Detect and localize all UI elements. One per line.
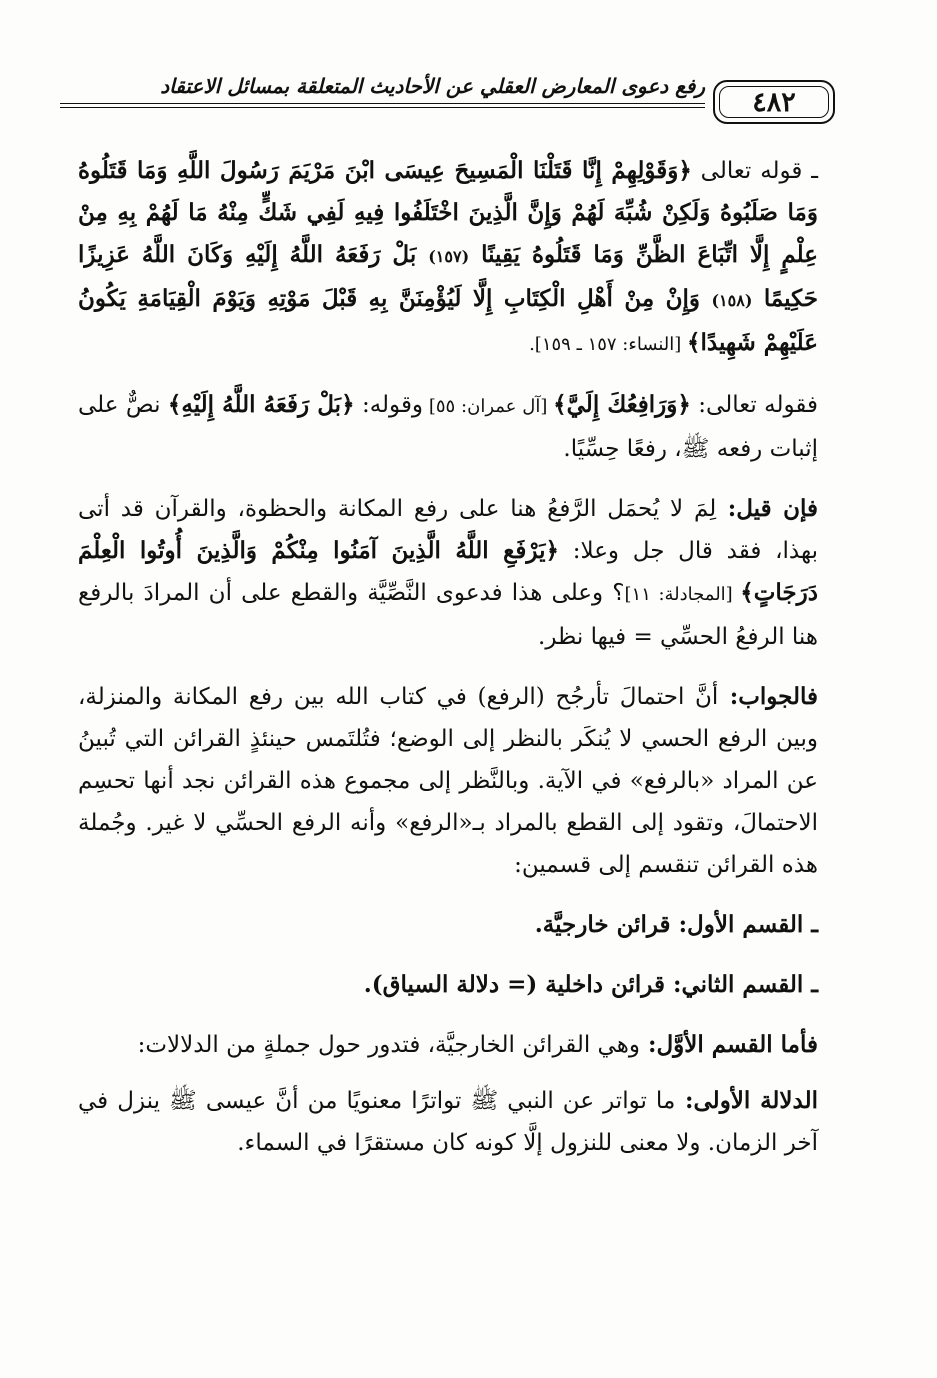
quran-verse: بَلْ رَفَعَهُ اللَّهُ إِلَيْهِ وَكَانَ اللَّهُ عَزِيزًا حَكِيمًا: [78, 241, 818, 312]
body-text: [78, 150, 818, 1182]
conclusion-text: نصٌّ على إثبات رفعه ﷺ، رفعًا حِسِّيًا.: [78, 392, 818, 462]
paragraph-answer: [78, 676, 818, 886]
quran-verse: وَإِنْ مِنْ أَهْلِ الْكِتَابِ إِلَّا لَيُؤْمِنَنَّ بِهِ قَبْلَ مَوْتِهِ وَيَوْمَ الْقِيَامَةِ يَكُونُ عَلَيْهِمْ شَهِيدًا: [78, 285, 818, 356]
paragraph-first-indication: [78, 1080, 818, 1164]
page-header: [60, 70, 835, 130]
quran-open-bracket: ﴿: [341, 391, 355, 418]
quran-verse: بَلْ رَفَعَهُ اللَّهُ إِلَيْهِ: [181, 391, 342, 418]
objection-lead: فإن قيل:: [716, 495, 818, 522]
connector-text: وقوله:: [354, 392, 424, 418]
header-rule: [60, 103, 705, 104]
page-number-frame: [713, 80, 835, 124]
paragraph-first-section: [78, 1024, 818, 1066]
quran-verse: وَرَافِعُكَ إِلَيَّ: [566, 391, 678, 418]
section-heading-second: ـ القسم الثاني: قرائن داخلية (= دلالة السياق).: [363, 971, 818, 998]
verse-reference: [المجادلة: ١١]: [624, 584, 741, 605]
page-number: ٤٨٢: [752, 86, 796, 118]
verse-reference: [النساء: ١٥٧ ـ ١٥٩].: [529, 334, 688, 355]
quran-close-bracket: ﴾: [687, 329, 701, 356]
first-indication-lead: الدلالة الأولى:: [675, 1087, 818, 1114]
first-section-lead: فأما القسم الأوَّل:: [639, 1031, 818, 1058]
quran-verse: وَقَوْلِهِمْ إِنَّا قَتَلْنَا الْمَسِيحَ عِيسَى ابْنَ مَرْيَمَ رَسُولَ اللَّهِ وَمَا قَتَلُوهُ وَمَا صَلَبُوهُ وَلَكِنْ شُبِّهَ لَهُمْ وَإِنَّ الَّذِينَ اخْتَلَفُوا فِيهِ لَفِي شَكٍّ مِنْهُ مَا لَهُمْ بِهِ مِنْ عِلْمٍ إِلَّا اتِّبَاعَ الظَّنِّ وَمَا قَتَلُوهُ يَقِينًا: [78, 157, 819, 268]
objection-text: لِمَ لا يُحمَل الرَّفعُ هنا على رفع المكانة والحظوة، والقرآن قد أتى بهذا، فقد قال جل وعلا:: [78, 496, 818, 564]
header-rule: [60, 107, 705, 108]
intro-text: فقوله تعالى:: [690, 392, 818, 418]
first-section-text: وهي القرائن الخارجيَّة، فتدور حول جملةٍ من الدلالات:: [137, 1032, 640, 1058]
quran-verse: يَرْفَعِ اللَّهُ الَّذِينَ آمَنُوا مِنْكُمْ وَالَّذِينَ أُوتُوا الْعِلْمَ دَرَجَاتٍ: [78, 537, 818, 606]
ayah-number-marker: (١٥٧): [428, 247, 470, 266]
objection-text: ؟ وعلى هذا فدعوى النَّصِّيَّة والقطع على أن المرادَ بالرفع هنا الرفعُ الحسِّي = فيها نظر.: [78, 580, 818, 650]
verse-reference: [آل عمران: ٥٥]: [423, 396, 554, 417]
quran-open-bracket: ﴿: [545, 537, 559, 564]
section-heading-first: ـ القسم الأول: قرائن خارجيَّة.: [534, 911, 818, 938]
intro-text: ـ قوله تعالى: [691, 158, 818, 184]
paragraph-explanation: [78, 384, 818, 470]
first-indication-text: ما تواتر عن النبي ﷺ تواترًا معنويًا من أنَّ عيسى ﷺ ينزل في آخر الزمان. ولا معنى للنزول إلَّا كونه كان مستقرًا في السماء.: [78, 1088, 818, 1156]
running-title: رفع دعوى المعارض العقلي عن الأحاديث المتعلقة بمسائل الاعتقاد: [160, 74, 705, 98]
paragraph-objection: [78, 488, 818, 658]
quran-open-bracket: ﴿: [678, 157, 692, 184]
answer-lead: فالجواب:: [718, 683, 819, 710]
ayah-number-marker: (١٥٨): [711, 291, 753, 310]
quran-close-bracket: ﴾: [553, 391, 567, 418]
quran-close-bracket: ﴾: [167, 391, 182, 418]
quran-open-bracket: ﴿: [677, 391, 691, 418]
paragraph-quran-quote: [78, 150, 818, 366]
quran-close-bracket: ﴾: [740, 579, 754, 606]
answer-text: أنَّ احتمالَ تأرجُح (الرفع) في كتاب الله بين رفع المكانة والمنزلة، وبين الرفع الحسي لا يُنكَر بالنظر إلى الوضع؛ فتُلتَمس حينئذٍ القرائن التي تُبينُ عن المراد «بالرفع» في الآية. وبالنَّظر إلى مجموع هذه القرائن نجد أنها تحسِم الاحتمالَ، وتقود إلى القطع بالمراد بـ«الرفع» وأنه الرفع الحسِّي لا غير. وجُملة هذه القرائن تنقسم إلى قسمين:: [78, 684, 818, 878]
